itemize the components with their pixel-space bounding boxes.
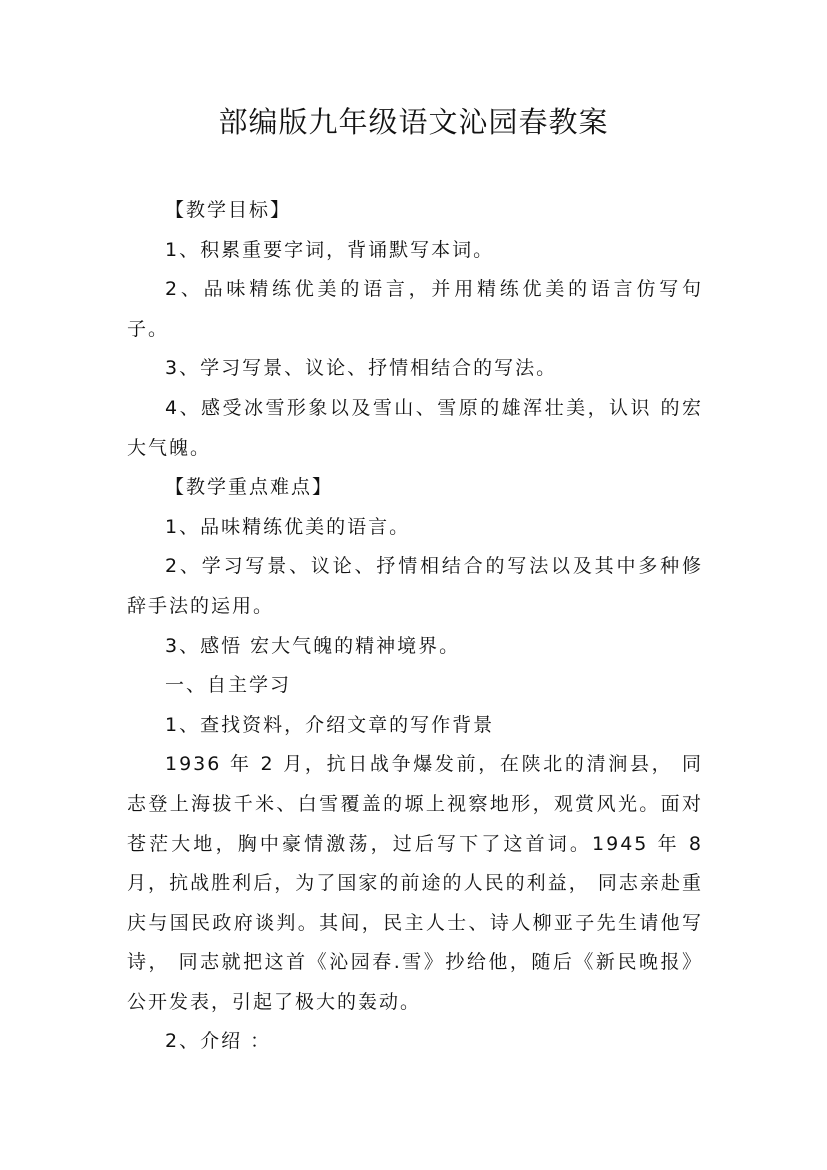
- goal-item-2: 2、品味精练优美的语言，并用精练优美的语言仿写句子。: [127, 278, 703, 340]
- goal-item-1: 1、积累重要字词，背诵默写本词。: [165, 238, 495, 261]
- difficulty-item-2: 2、学习写景、议论、抒情相结合的写法以及其中多种修辞手法的运用。: [127, 555, 703, 617]
- document-body: [127, 191, 703, 1062]
- difficulty-item-1: 1、品味精练优美的语言。: [165, 515, 411, 538]
- self-study-item-2: 2、介绍 ：: [165, 1030, 272, 1053]
- section-heading-teaching-goals: 【教学目标】: [165, 199, 292, 221]
- background-paragraph: 1936 年 2 月，抗日战争爆发前，在陕北的清涧县， 同志登上海拔千米、白雪覆盖的塬上视察地形，观赏风光。面对苍茫大地，胸中豪情激荡，过后写下了这首词。1945 年 8 月，抗战胜利后，为了国家的前途的人民的利益， 同志亲赴重庆与国民政府谈判。其间，民主人士、诗人柳亚子先生请他写诗， 同志就把这首《沁园春.雪》抄给他，随后《新民晚报》公开发表，引起了极大的轰动。: [127, 753, 703, 1013]
- section-heading-key-difficulties: 【教学重点难点】: [165, 476, 334, 499]
- goal-item-3: 3、学习写景、议论、抒情相结合的写法。: [165, 357, 558, 380]
- section-heading-self-study: 一、自主学习: [165, 674, 292, 697]
- self-study-item-1: 1、查找资料，介绍文章的写作背景: [165, 713, 495, 736]
- goal-item-4: 4、感受冰雪形象以及雪山、雪原的雄浑壮美，认识 的宏大气魄。: [127, 396, 703, 459]
- difficulty-item-3: 3、感悟 宏大气魄的精神境界。: [165, 634, 461, 657]
- document-title: 部编版九年级语文沁园春教案: [218, 105, 609, 139]
